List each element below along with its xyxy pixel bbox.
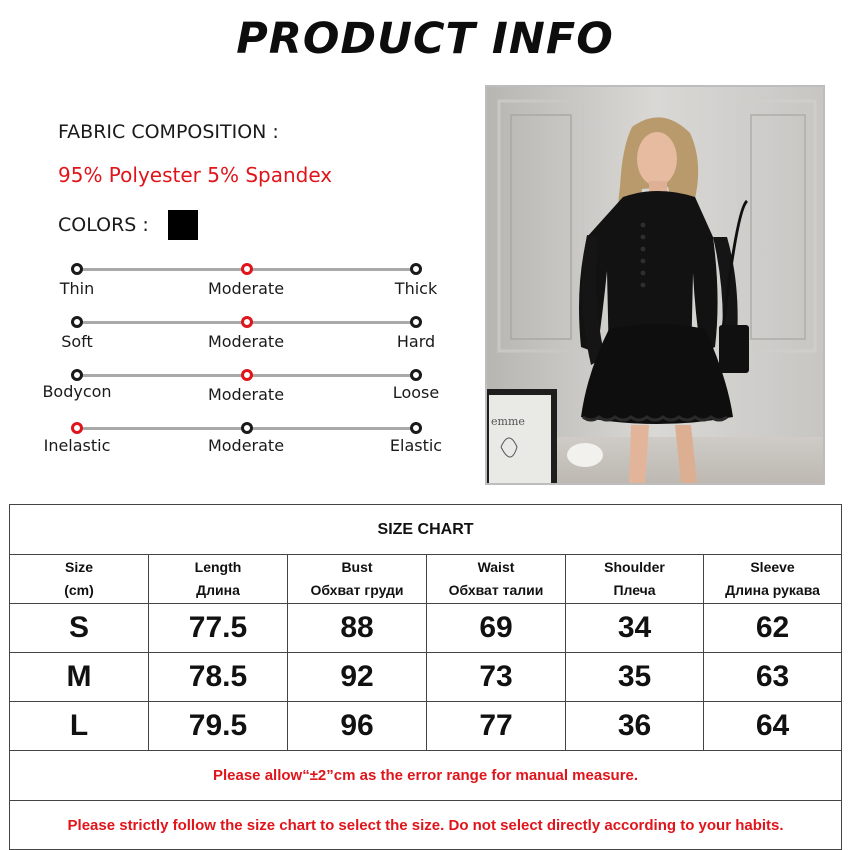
softness-scale <box>40 316 458 366</box>
cell-bust: 92 <box>288 653 427 702</box>
cell-length: 78.5 <box>149 653 288 702</box>
cell-shoulder: 36 <box>566 702 704 751</box>
scale-label-left: Inelastic <box>43 436 111 455</box>
product-photo <box>485 85 825 485</box>
cell-sleeve: 62 <box>704 604 842 653</box>
cell-bust: 96 <box>288 702 427 751</box>
cell-sleeve: 64 <box>704 702 842 751</box>
header-bust <box>288 555 427 604</box>
scale-dot-left <box>71 369 83 381</box>
cell-waist: 73 <box>427 653 566 702</box>
page-title: PRODUCT INFO <box>236 14 614 64</box>
scale-dot-middle <box>241 263 253 275</box>
svg-text:emme: emme <box>491 415 525 428</box>
scale-dot-right <box>410 263 422 275</box>
measurement-error-note: Please allow“±2”cm as the error range for manual measure. <box>10 751 842 801</box>
scale-label-middle: Moderate <box>207 279 285 298</box>
scale-label-right: Hard <box>396 332 436 351</box>
size-chart-header-row <box>10 555 842 604</box>
fabric-composition-value: 95% Polyester 5% Spandex <box>58 163 333 187</box>
scale-dot-middle <box>241 422 253 434</box>
header-shoulder <box>566 555 704 604</box>
header-line-2: Плеча <box>613 582 656 598</box>
cell-length: 77.5 <box>149 604 288 653</box>
cell-size: S <box>10 604 149 653</box>
thickness-scale <box>40 263 458 313</box>
cell-waist: 77 <box>427 702 566 751</box>
scale-dot-right <box>410 316 422 328</box>
table-row <box>10 604 842 653</box>
fabric-composition-label: FABRIC COMPOSITION : <box>58 121 279 143</box>
header-line-1: Bust <box>341 559 373 575</box>
scale-dot-middle <box>241 369 253 381</box>
scale-dot-middle <box>241 316 253 328</box>
size-chart-table <box>9 504 842 850</box>
header-line-2: Длина <box>196 582 240 598</box>
header-length <box>149 555 288 604</box>
table-row <box>10 702 842 751</box>
colors-label: COLORS : <box>58 214 149 236</box>
cell-shoulder: 35 <box>566 653 704 702</box>
fit-scale <box>40 369 458 419</box>
cell-size: M <box>10 653 149 702</box>
header-line-2: Длина рукава <box>725 582 820 598</box>
scale-label-left: Soft <box>61 332 93 351</box>
scale-dot-left <box>71 316 83 328</box>
header-waist <box>427 555 566 604</box>
header-sleeve <box>704 555 842 604</box>
cell-waist: 69 <box>427 604 566 653</box>
size-chart-title: SIZE CHART <box>10 505 842 555</box>
cell-sleeve: 63 <box>704 653 842 702</box>
scale-label-middle: Moderate <box>207 332 285 351</box>
scale-label-right: Thick <box>394 279 438 298</box>
scale-dot-right <box>410 422 422 434</box>
cell-size: L <box>10 702 149 751</box>
size-selection-note: Please strictly follow the size chart to select the size. Do not select directly according to your habits. <box>10 801 842 850</box>
scale-label-left: Bodycon <box>42 382 112 401</box>
header-line-1: Sleeve <box>750 559 795 575</box>
scale-label-left: Thin <box>59 279 95 298</box>
scale-label-middle: Moderate <box>207 385 285 404</box>
color-swatch-black[interactable] <box>168 210 198 240</box>
header-line-2: Обхват груди <box>310 582 404 598</box>
header-line-1: Size <box>64 559 93 575</box>
cell-shoulder: 34 <box>566 604 704 653</box>
scale-dot-right <box>410 369 422 381</box>
cell-bust: 88 <box>288 604 427 653</box>
header-size <box>10 555 149 604</box>
scale-dot-left <box>71 263 83 275</box>
scale-label-middle: Moderate <box>207 436 285 455</box>
cell-length: 79.5 <box>149 702 288 751</box>
elasticity-scale <box>40 422 458 472</box>
header-line-1: Waist <box>477 559 515 575</box>
table-row <box>10 653 842 702</box>
scale-label-right: Loose <box>392 383 440 402</box>
header-line-1: Shoulder <box>604 559 665 575</box>
header-line-1: Length <box>194 559 242 575</box>
scale-label-right: Elastic <box>389 436 443 455</box>
header-line-2: (cm) <box>64 582 94 598</box>
header-line-2: Обхват талии <box>448 582 544 598</box>
scale-dot-left <box>71 422 83 434</box>
